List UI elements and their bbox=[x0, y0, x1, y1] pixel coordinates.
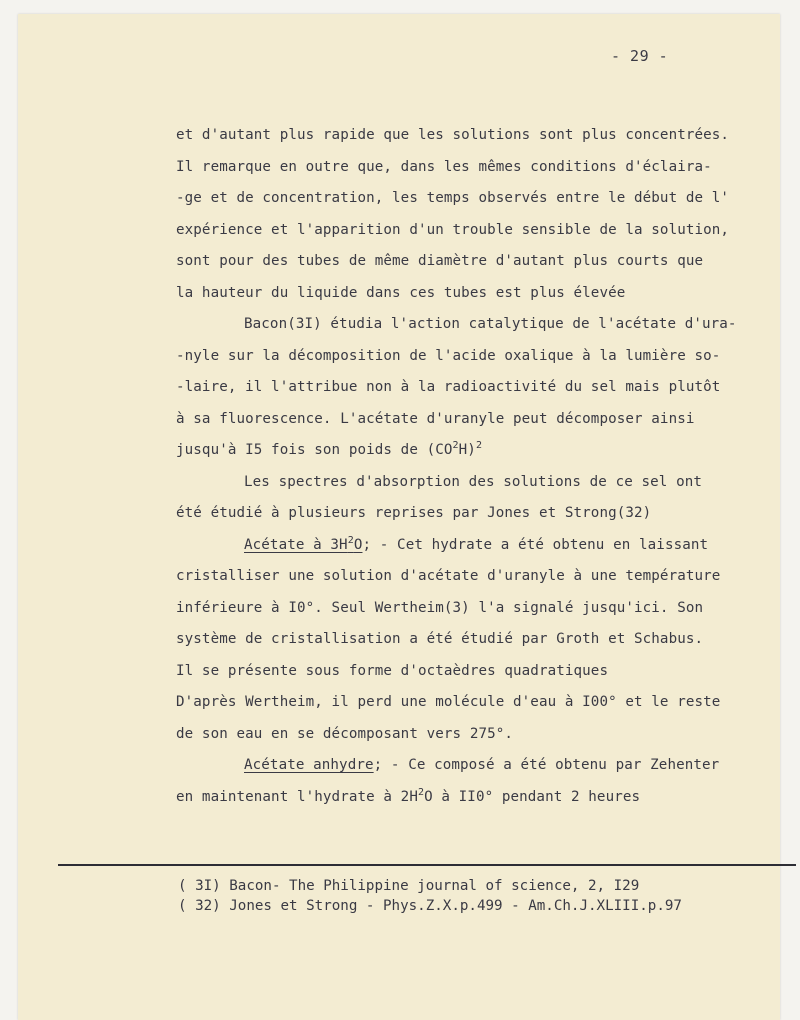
text-line: et d'autant plus rapide que les solutions sont plus concentrées. bbox=[176, 127, 730, 143]
text-line: Il remarque en outre que, dans les mêmes conditions d'éclaira- bbox=[176, 158, 712, 175]
text-line: inférieure à I0°. Seul Wertheim(3) l'a signalé jusqu'ici. Son bbox=[176, 599, 704, 616]
footnote: ( 32) Jones et Strong - Phys.Z.X.p.499 - Am.Ch.J.XLIII.p.97 bbox=[178, 898, 682, 914]
section-heading: Acétate anhydre bbox=[244, 757, 374, 773]
formula-text: jusqu'à I5 fois son poids de (CO bbox=[176, 442, 453, 458]
section-heading-line bbox=[176, 530, 776, 562]
footnotes bbox=[178, 876, 682, 916]
subscript-digit: 2 bbox=[417, 786, 425, 798]
text-line: -ge et de concentration, les temps observés entre le début de l' bbox=[176, 190, 730, 206]
exponent-digit: 2 bbox=[475, 440, 483, 451]
formula-line bbox=[176, 435, 776, 467]
text-line: Il se présente sous forme d'octaèdres quadratiques bbox=[176, 662, 609, 679]
text-line: système de cristallisation a été étudié par Groth et Schabus. bbox=[176, 631, 704, 647]
paragraph-start-line: Les spectres d'absorption des solutions de ce sel ont bbox=[244, 473, 703, 490]
subscript-digit: 2 bbox=[452, 440, 459, 451]
text-line: cristalliser une solution d'acétate d'uranyle à une température bbox=[176, 568, 721, 584]
heading-continuation: ; - Cet hydrate a été obtenu en laissant bbox=[362, 536, 709, 553]
text-line: à sa fluorescence. L'acétate d'uranyle peut décomposer ainsi bbox=[176, 410, 695, 427]
heading-continuation: ; - Ce composé a été obtenu par Zehenter bbox=[373, 757, 720, 773]
text-line: -laire, il l'attribue non à la radioactivité du sel mais plutôt bbox=[176, 379, 721, 395]
text-line: la hauteur du liquide dans ces tubes est plus élevée bbox=[176, 284, 626, 301]
text-line: -nyle sur la décomposition de l'acide oxalique à la lumière so- bbox=[176, 347, 721, 364]
text-line: D'après Wertheim, il perd une molécule d'eau à I00° et le reste bbox=[176, 694, 721, 710]
text-line: sont pour des tubes de même diamètre d'autant plus courts que bbox=[176, 253, 704, 269]
page-number: - 29 - bbox=[611, 47, 669, 65]
text-line: été étudié à plusieurs reprises par Jones et Strong(32) bbox=[176, 505, 652, 521]
footnote-divider bbox=[58, 864, 796, 866]
formula-text: H) bbox=[458, 442, 476, 458]
paragraph-start-line: Bacon(3I) étudia l'action catalytique de l'acétate d'ura- bbox=[244, 316, 737, 332]
text-line: de son eau en se décomposant vers 275°. bbox=[176, 725, 514, 742]
typewritten-page bbox=[18, 14, 780, 1020]
text-line: expérience et l'apparition d'un trouble sensible de la solution, bbox=[176, 221, 730, 238]
footnote: ( 3I) Bacon- The Philippine journal of science, 2, I29 bbox=[178, 878, 640, 894]
section-heading-line bbox=[176, 750, 776, 782]
section-heading: Acétate à $3H^2O$ bbox=[244, 534, 363, 553]
body-text bbox=[176, 120, 776, 813]
formula-line: en maintenant l'hydrate à $2H^2O$ à II0° pendant 2 heures bbox=[176, 786, 641, 805]
